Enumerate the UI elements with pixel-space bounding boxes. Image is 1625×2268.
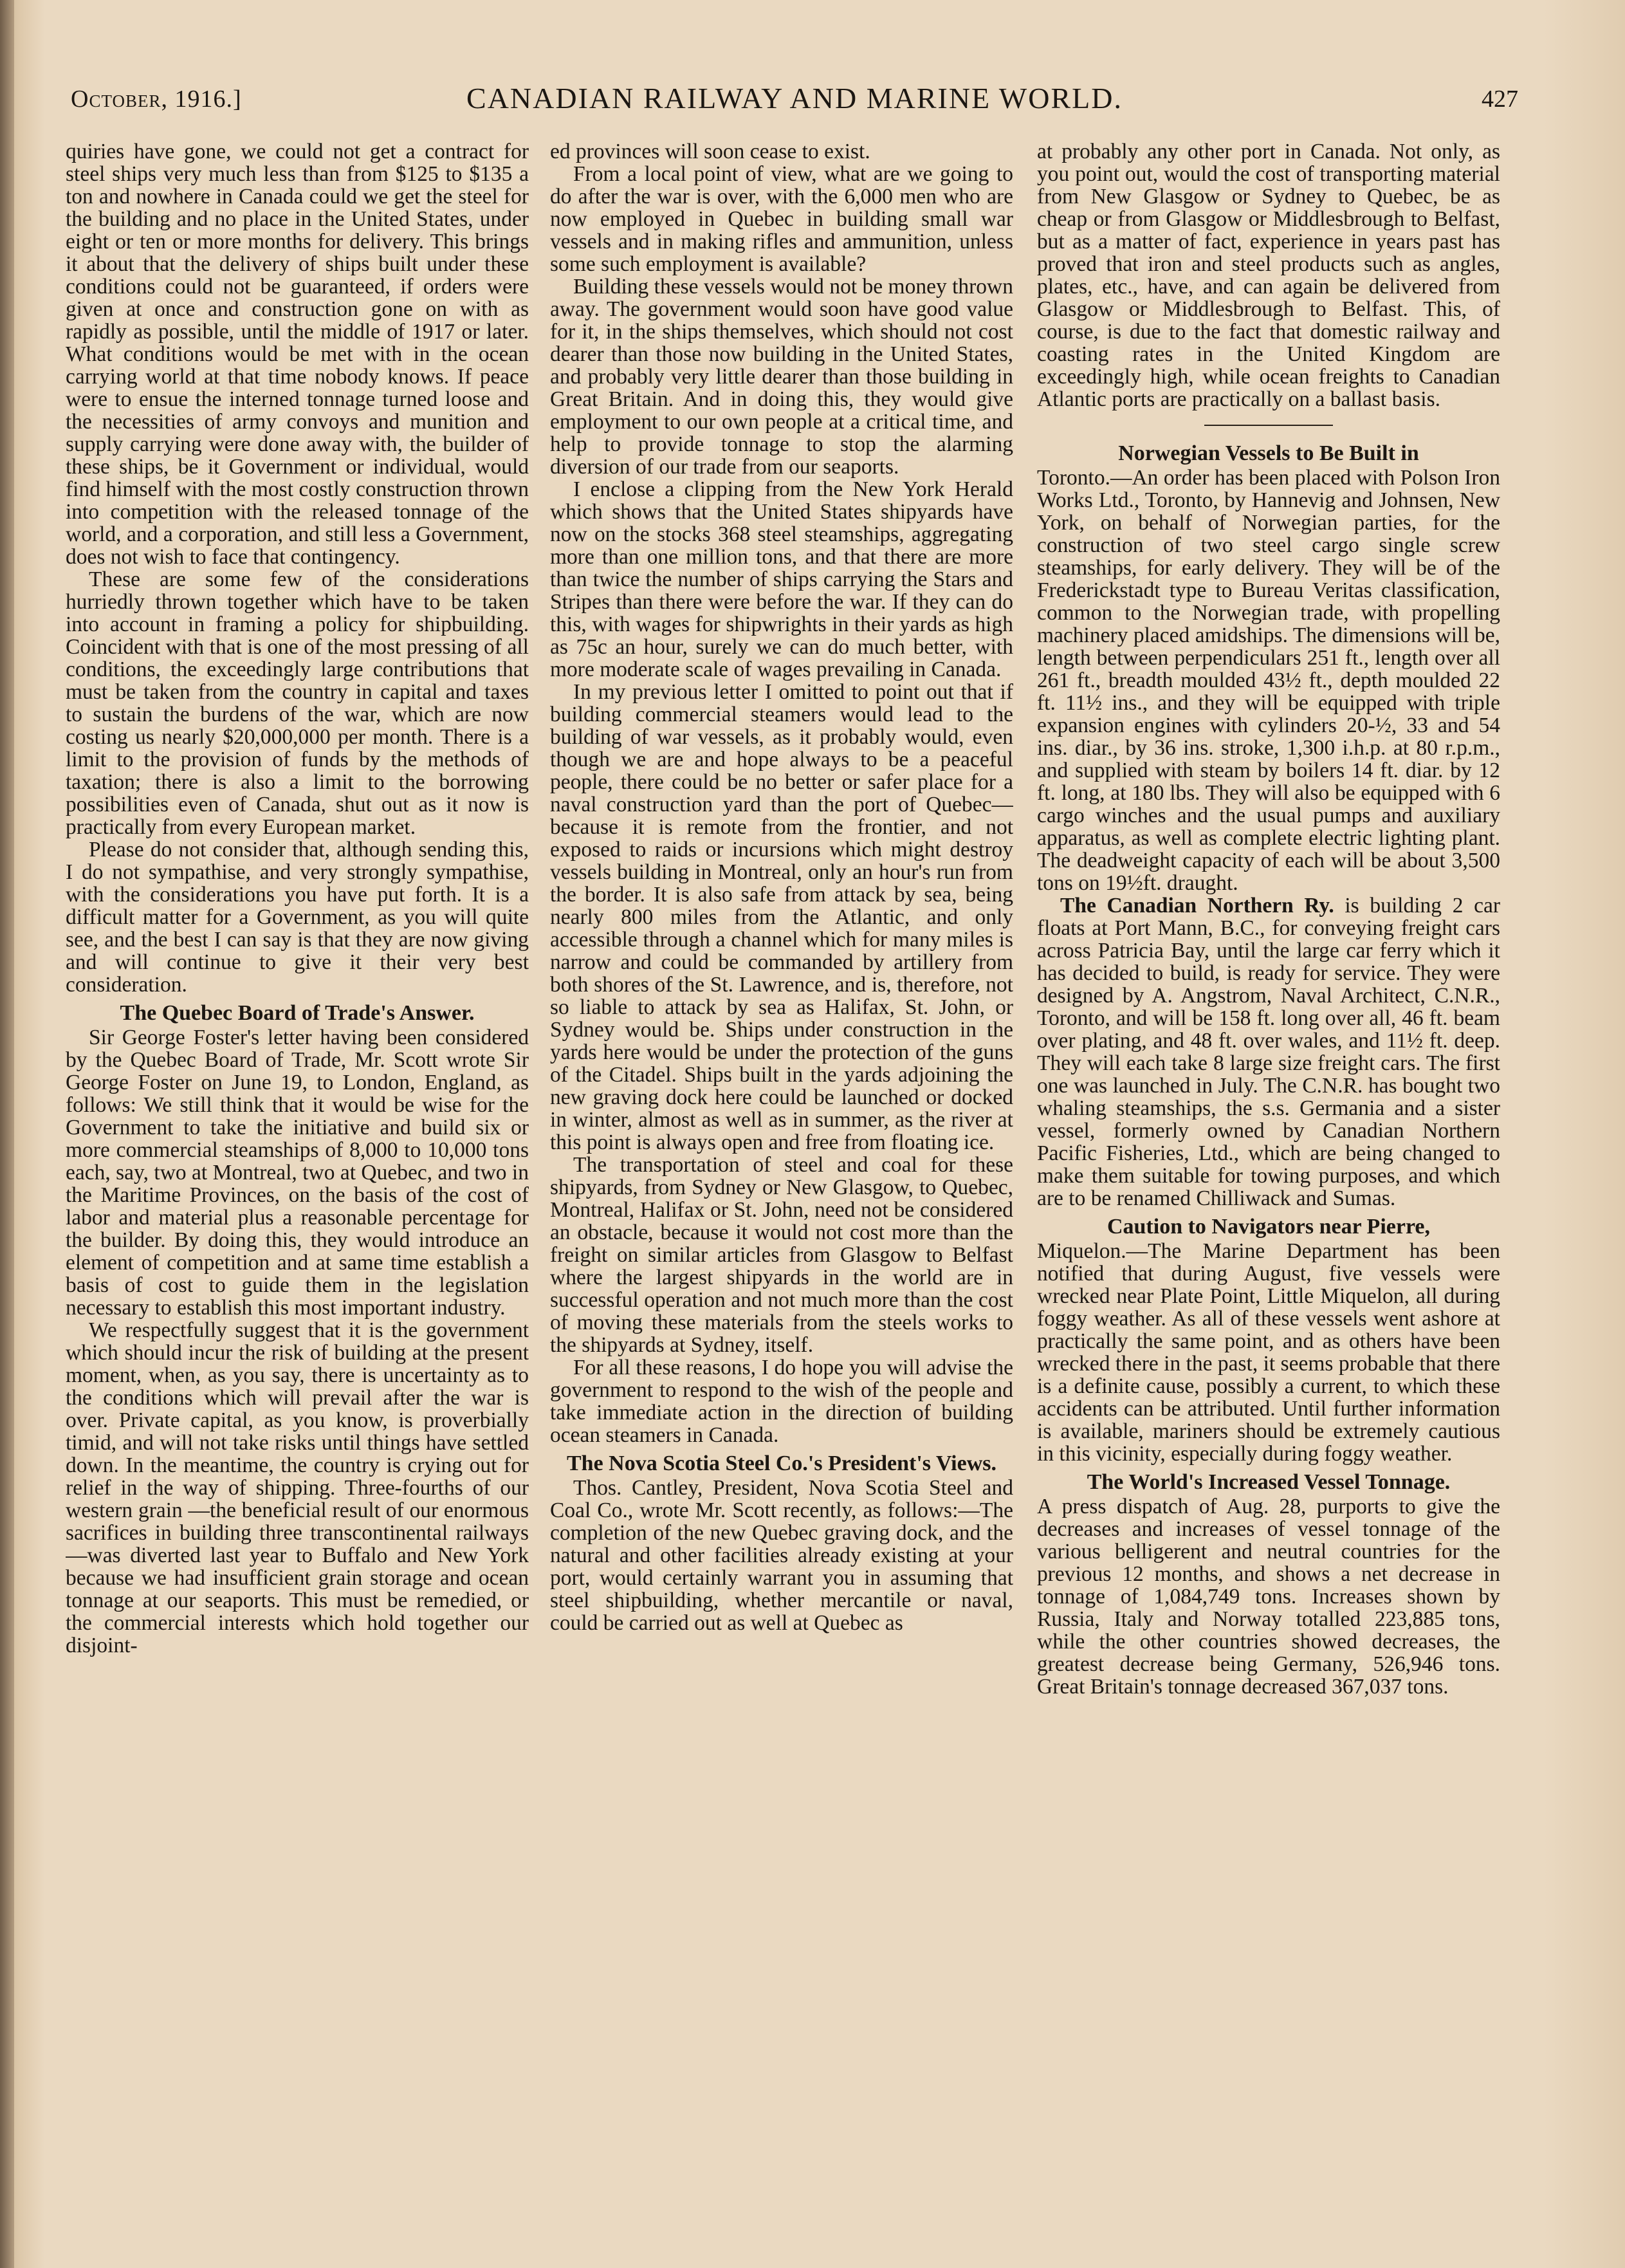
paragraph: From a local point of view, what are we going to do after the war is over, with the 6,000 men who are now employed in Quebec in building small war vessels and in making rifles and ammunition, unless some such employment is available? bbox=[550, 162, 1013, 276]
paragraph: ed provinces will soon cease to exist. bbox=[550, 140, 870, 163]
section-heading: The Nova Scotia Steel Co.'s President's Views. bbox=[566, 1452, 996, 1475]
paragraph: A press dispatch of Aug. 28, purports to give the decreases and increases of vessel tonnage of the various belligerent and neutral countries for the previous 12 months, and shows a net decrease in tonnage of 1,084,749 tons. Increases shown by Russia, Italy and Norway totalled 223,885 tons, while the other countries showed decreases, the greatest decrease being Germany, 526,946 tons. Great Britain's tonnage decreased 367,037 tons. bbox=[1037, 1495, 1500, 1699]
item-lead: The Canadian Northern Ry. bbox=[1060, 894, 1334, 917]
header-date: October, 1916.] bbox=[71, 86, 242, 113]
paragraph: Please do not consider that, although sending this, I do not sympathise, and very strongly sympathise, with the considerations you have put forth. It is a difficult matter for a Government, as you will quite see, and the best I can say is that they are now giving and will continue to give it their very best consideration. bbox=[66, 838, 529, 997]
item-heading: The World's Increased Vessel Tonnage. bbox=[1087, 1470, 1451, 1494]
paragraph: Miquelon.—The Marine Department has been notified that during August, five vessels were wrecked near Plate Point, Little Miquelon, all during foggy weather. As all of these vessels went ashore at practically the same point, and as others have been wrecked there in the past, it seems probable that there is a definite cause, possibly a current, to which these accidents can be attributed. Until further information is available, mariners should be extremely cautious in this vicinity, especially during foggy weather. bbox=[1037, 1239, 1500, 1466]
paragraph: The transportation of steel and coal for these shipyards, from Sydney or New Glasgow, to Quebec, Montreal, Halifax or St. John, need not be considered an obstacle, because it would not cost more than the freight on similar articles from Glasgow to Belfast where the largest shipyards in the world are in successful operation and not much more than the cost of moving these materials from the steels works to the shipyards at Sydney, itself. bbox=[550, 1153, 1013, 1357]
section-heading: The Quebec Board of Trade's Answer. bbox=[120, 1001, 475, 1025]
paragraph: We respectfully suggest that it is the government which should incur the risk of building at the present moment, when, as you say, there is uncertainty as to the conditions which will prevail after the war is over. Private capital, as you know, is proverbially timid, and will not take risks until things have settled down. In the meantime, the country is crying out for relief in the way of shipping. Three-fourths of our western grain —the beneficial result of our enormous sacrifices in building three transcontinental railways—was diverted last year to Buffalo and New York because we had insufficient grain storage and ocean tonnage at our seaports. This must be remedied, or the commercial interests which hold together our disjoint- bbox=[66, 1318, 529, 1657]
page-number: 427 bbox=[1482, 86, 1518, 113]
paragraph: quiries have gone, we could not get a contract for steel ships very much less than from $125 to $135 a ton and nowhere in Canada could we get the steel for the building and no place in the United States, under eight or ten or more months for delivery. This brings it about that the delivery of ships built under these conditions could not be guaranteed, if orders were given at once and construction gone on with as rapidly as possible, until the middle of 1917 or later. What conditions would be met with in the ocean carrying world at that time nobody knows. If peace were to ensue the interned tonnage turned loose and the necessities of army convoys and munition and supply carrying were done away with, the builder of these ships, be it Government or individual, would find himself with the most costly construction thrown into competition with the released tonnage of the world, and a corporation, and still less a Government, does not wish to face that contingency. bbox=[66, 140, 529, 569]
paragraph: I enclose a clipping from the New York Herald which shows that the United States shipyards have now on the stocks 368 steel steamships, aggregating more than one million tons, and that there are more than twice the number of ships carrying the Stars and Stripes than there were before the war. If they can do this, with wages for shipwrights in their yards as high as 75c an hour, surely we can do much better, with more moderate scale of wages prevailing in Canada. bbox=[550, 477, 1013, 681]
item-heading: Caution to Navigators near Pierre, bbox=[1106, 1215, 1431, 1239]
column-1 bbox=[66, 140, 529, 2173]
paragraph: Sir George Foster's letter having been considered by the Quebec Board of Trade, Mr. Scott wrote Sir George Foster on June 19, to London, England, as follows: We still think that it would be wise for the Government to take the initiative and build six or more commercial steamships of 8,000 to 10,000 tons each, say, two at Montreal, two at Quebec, and two in the Maritime Provinces, on the basis of the cost of labor and material plus a reasonable percentage for the builder. By doing this, they would introduce an element of competition and at same time establish a basis of cost to guide them in the legislation necessary to establish this most important industry. bbox=[66, 1026, 529, 1320]
paragraph: Building these vessels would not be money thrown away. The government would soon have good value for it, in the ships themselves, which should not cost dearer than those now building in the United States, and probably very little dearer than those building in Great Britain. And in doing this, they would give employment to our own people at a critical time, and help to provide tonnage to stop the alarming diversion of our trade from our seaports. bbox=[550, 275, 1013, 479]
paragraph: at probably any other port in Canada. Not only, as you point out, would the cost of transporting material from New Glasgow or Sydney to Quebec, be as cheap or from Glasgow or Middlesbrough to Belfast, but as a matter of fact, experience in years past has proved that iron and steel products such as angles, plates, etc., have, and can again be delivered from Glasgow or Middlesbrough to Belfast. This, of course, is due to the fact that domestic railway and coasting rates in the United Kingdom are exceedingly high, while ocean freights to Canadian Atlantic ports are practically on a ballast basis. bbox=[1037, 140, 1500, 411]
section-divider bbox=[1204, 425, 1333, 426]
paragraph: Toronto.—An order has been placed with Polson Iron Works Ltd., Toronto, by Hannevig and Johnsen, New York, on behalf of Norwegian parties, for the construction of two steel cargo single screw steamships, for early delivery. They will be of the Frederickstadt type to Bureau Veritas classification, common to the Norwegian trade, with propelling machinery placed amidships. The dimensions will be, length between perpendiculars 251 ft., length over all 261 ft., breadth moulded 43½ ft., depth moulded 22 ft. 11½ ins., and they will be equipped with triple expansion engines with cylinders 20-½, 33 and 54 ins. diar., by 36 ins. stroke, 1,300 i.h.p. at 80 r.p.m., and supplied with steam by boilers 14 ft. diar. by 12 ft. long, at 180 lbs. They will also be equipped with 6 cargo winches and the usual pumps and auxiliary apparatus, as well as complete electric lighting plant. The deadweight capacity of each will be about 3,500 tons on 19½ft. draught. bbox=[1037, 466, 1500, 895]
paragraph: Thos. Cantley, President, Nova Scotia Steel and Coal Co., wrote Mr. Scott recently, as follows:—The completion of the new Quebec graving dock, and the natural and other facilities already existing at your port, would certainly warrant you in assuming that steel shipbuilding, whether mercantile or naval, could be carried out as well at Quebec as bbox=[550, 1476, 1013, 1635]
header-title: CANADIAN RAILWAY AND MARINE WORLD. bbox=[466, 82, 1123, 115]
paragraph: For all these reasons, I do hope you will advise the government to respond to the wish of the people and take immediate action in the direction of building ocean steamers in Canada. bbox=[550, 1356, 1013, 1447]
paragraph bbox=[1037, 894, 1500, 1210]
column-2 bbox=[550, 140, 1013, 2173]
paragraph: In my previous letter I omitted to point out that if building commercial steamers would lead to the building of war vessels, as it probably would, even though we are and hope always to be a peaceful people, there could be no better or safer place for a naval construction yard than the port of Quebec—because it is remote from the frontier, and not exposed to raids or incursions which might destroy vessels building in Montreal, only an hour's run from the border. It is also safe from attack by sea, being nearly 800 miles from the Atlantic, and only accessible through a channel which for many miles is narrow and could be commanded by artillery from both shores of the St. Lawrence, and is, therefore, not so liable to attack by sea as Halifax, St. John, or Sydney would be. Ships under construction in the yards here would be under the protection of the guns of the Citadel. Ships built in the yards adjoining the new graving dock here could be launched or docked in winter, almost as well as in summer, as the river at this point is always open and free from floating ice. bbox=[550, 680, 1013, 1154]
item-heading: Norwegian Vessels to Be Built in bbox=[1118, 441, 1419, 465]
paragraph: These are some few of the considerations hurriedly thrown together which have to be taken into account in framing a policy for shipbuilding. Coincident with that is one of the most pressing of all conditions, the exceedingly large contributions that must be taken from the country in capital and taxes to sustain the burdens of the war, which are now costing us nearly $20,000,000 per month. There is a limit to the provision of funds by the methods of taxation; there is also a limit to the borrowing possibilities even of Canada, shut out as it now is practically from every European market. bbox=[66, 567, 529, 839]
running-header bbox=[71, 78, 1518, 124]
item-text: is building 2 car floats at Port Mann, B.C., for conveying freight cars across Patricia Bay, until the large car ferry which it has decided to build, is ready for service. They were designed by A. Angstrom, Naval Architect, C.N.R., Toronto, and will be 158 ft. long over all, 46 ft. beam over plating, and 48 ft. over wales, and 11½ ft. deep. They will each take 8 large size freight cars. The first one was launched in July. The C.N.R. has bought two whaling steamships, the s.s. Germania and a sister vessel, formerly owned by Canadian Northern Pacific Fisheries, Ltd., which are being changed to make them suitable for towing purposes, and which are to be renamed Chilliwack and Sumas. bbox=[1037, 894, 1500, 1210]
column-3 bbox=[1037, 140, 1500, 2173]
binding-shadow bbox=[0, 0, 14, 2268]
